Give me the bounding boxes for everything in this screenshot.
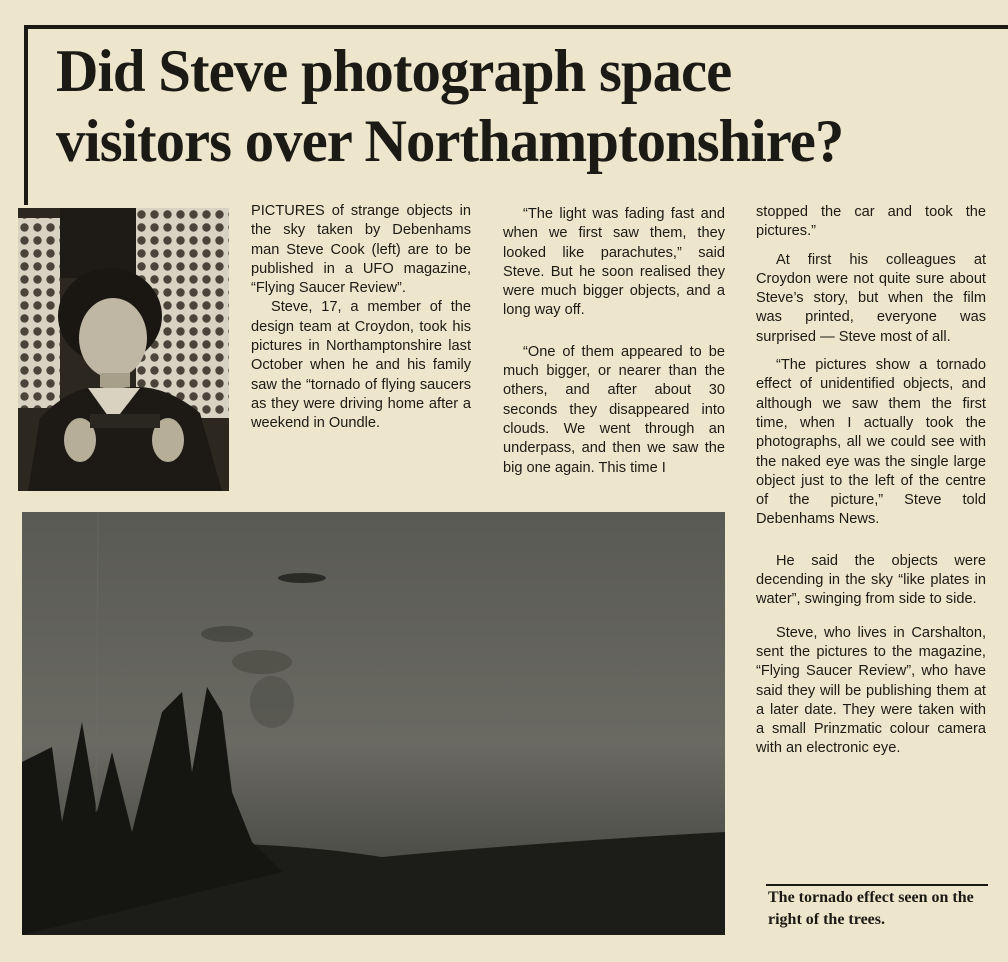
paragraph: He said the objects were decending in the sky “like plates in water”, swinging from side to side. — [756, 552, 986, 608]
article-column-2 — [503, 205, 725, 478]
article-column-1 — [251, 202, 471, 434]
paragraph: “The pictures show a tornado effect of unidentified objects, and although we saw them the first time, when I actually took the photographs, all we could see with the naked eye was the single large object just to the left of the centre of the picture,” Steve told Debenhams News. — [756, 357, 986, 528]
paragraph: Steve, 17, a member of the design team at Croydon, took his pictures in Northamptonshire last October when he and his family saw the “tornado of flying saucers as they were driving home after a weekend in Oundle. — [251, 299, 471, 432]
top-border-rule — [24, 25, 1008, 29]
left-border-rule — [24, 25, 28, 205]
paragraph: PICTURES of strange objects in the sky taken by Debenhams man Steve Cook (left) are to be published in a UFO magazine, “Flying Saucer Review”. — [251, 203, 471, 297]
ufo-sky-photo-graphic — [22, 512, 725, 935]
paragraph: stopped the car and took the pictures.” — [756, 204, 986, 240]
paragraph: “One of them appeared to be much bigger, or nearer than the others, and after about 30 seconds they disappeared into clouds. We went through an underpass, and then we saw the big one again. This time I — [503, 343, 725, 476]
headline — [56, 36, 967, 176]
portrait-photo — [18, 208, 229, 491]
portrait-photo-graphic — [18, 208, 229, 491]
caption-rule — [766, 884, 988, 886]
ufo-sky-photo — [22, 512, 725, 935]
photo-caption: The tornado effect seen on the right of the trees. — [768, 889, 974, 928]
headline-line-2: visitors over Northamptonshire? — [56, 108, 844, 174]
article-column-3 — [756, 203, 986, 759]
headline-line-1: Did Steve photograph space — [56, 38, 732, 104]
paragraph: “The light was fading fast and when we first saw them, they looked like parachutes,” said Steve. But he soon realised they were much bigger objects, and a long way off. — [503, 206, 725, 319]
paragraph: Steve, who lives in Carshalton, sent the pictures to the magazine, “Flying Saucer Review”, who have said they will be publishing them at a later date. They were taken with a small Prinzmatic colour camera with an electronic eye. — [756, 624, 986, 757]
paragraph: At first his colleagues at Croydon were not quite sure about Steve’s story, but when the film was printed, everyone was surprised — Steve most of all. — [756, 251, 986, 345]
